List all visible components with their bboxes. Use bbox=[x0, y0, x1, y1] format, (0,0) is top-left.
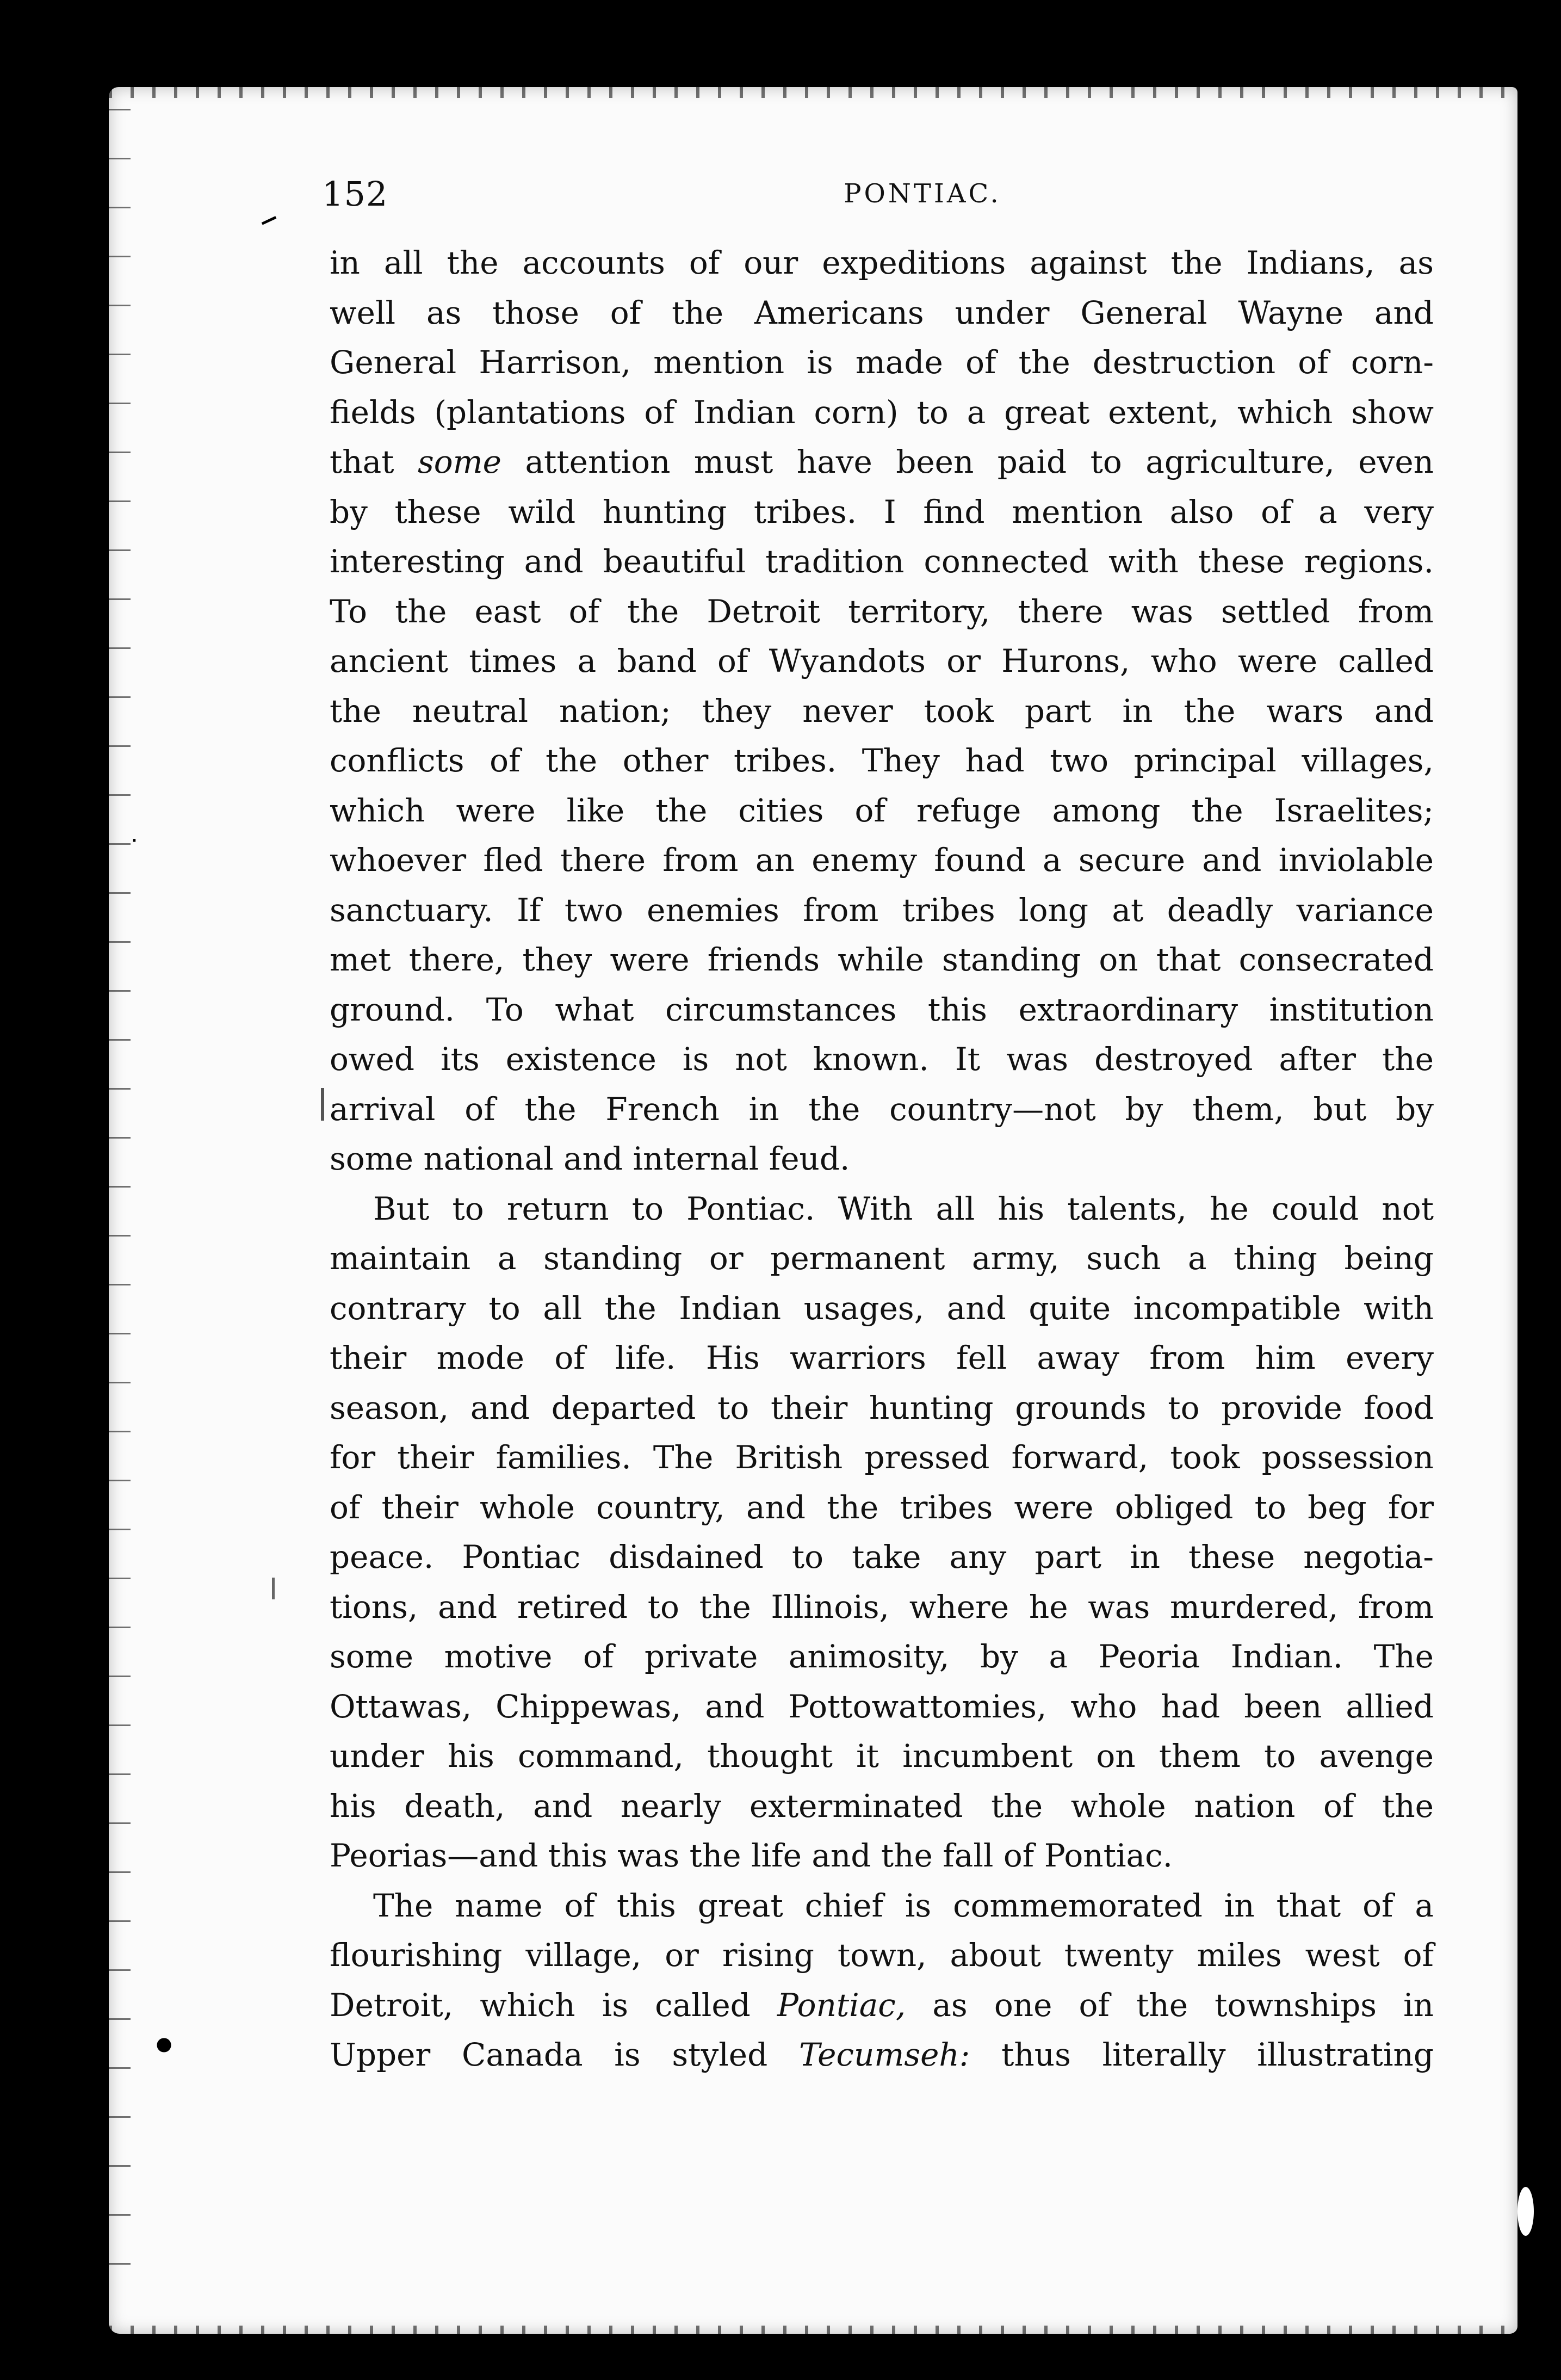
margin-scratch bbox=[321, 1088, 324, 1121]
running-title: PONTIAC. bbox=[844, 178, 1001, 209]
text-line: by these wild hunting tribes. I find mention also of a very bbox=[330, 493, 1434, 530]
text-line: well as those of the Americans under General Wayne and bbox=[330, 294, 1434, 331]
text-line: To the east of the Detroit territory, there was settled from bbox=[330, 592, 1434, 630]
italic-text: some bbox=[418, 443, 502, 480]
text-line bbox=[330, 1981, 1434, 2031]
margin-pencil-mark: – bbox=[250, 194, 286, 243]
text-line: met there, they were friends while standing on that consecrated bbox=[330, 941, 1434, 978]
text-line: their mode of life. His warriors fell away from him every bbox=[330, 1339, 1434, 1376]
text-line bbox=[330, 437, 1434, 487]
text-line bbox=[330, 2030, 1434, 2080]
page-gutter-marks bbox=[109, 109, 131, 2285]
page-top-edge bbox=[109, 82, 1517, 98]
text-line: in all the accounts of our expeditions against the Indians, as bbox=[330, 244, 1434, 281]
page-number: 152 bbox=[322, 174, 388, 214]
text-line: General Harrison, mention is made of the destruction of corn- bbox=[330, 344, 1434, 381]
italic-text: Tecumseh: bbox=[798, 2036, 970, 2073]
text-line: some national and internal feud. bbox=[330, 1140, 850, 1177]
text-span: Detroit, which is called bbox=[330, 1986, 777, 2024]
text-line: ground. To what circumstances this extraordinary institution bbox=[330, 991, 1434, 1028]
text-line: arrival of the French in the country—not by them, but by bbox=[330, 1090, 1434, 1128]
text-line: of their whole country, and the tribes were obliged to beg for bbox=[330, 1488, 1434, 1526]
text-line: interesting and beautiful tradition connected with these regions. bbox=[330, 543, 1434, 580]
text-line: season, and departed to their hunting grounds to provide food bbox=[330, 1389, 1434, 1426]
page-content bbox=[322, 174, 1434, 2080]
text-line: fields (plantations of Indian corn) to a great extent, which show bbox=[330, 393, 1434, 431]
margin-ink-blot: • bbox=[150, 2018, 179, 2075]
text-line: tions, and retired to the Illinois, where he was murdered, from bbox=[330, 1588, 1434, 1625]
running-head bbox=[322, 174, 1434, 228]
text-line: ancient times a band of Wyandots or Hurons, who were called bbox=[330, 642, 1434, 679]
text-line: conflicts of the other tribes. They had two principal villages, bbox=[330, 742, 1434, 779]
text-span: as one of the townships in bbox=[906, 1986, 1434, 2024]
text-line: sanctuary. If two enemies from tribes long at deadly variance bbox=[330, 891, 1434, 929]
text-line: But to return to Pontiac. With all his talents, he could not bbox=[373, 1190, 1434, 1227]
text-line: owed its existence is not known. It was destroyed after the bbox=[330, 1041, 1434, 1078]
text-span: thus literally illustrating bbox=[970, 2036, 1434, 2073]
body-text bbox=[330, 238, 1434, 2080]
text-line: Peorias—and this was the life and the fall of Pontiac. bbox=[330, 1837, 1173, 1874]
text-line: under his command, thought it incumbent on them to avenge bbox=[330, 1738, 1434, 1775]
text-line: flourishing village, or rising town, about twenty miles west of bbox=[330, 1937, 1434, 1974]
text-line: peace. Pontiac disdained to take any part in these negotia- bbox=[330, 1538, 1434, 1575]
text-line: some motive of private animosity, by a Peoria Indian. The bbox=[330, 1638, 1434, 1675]
text-line: The name of this great chief is commemorated in that of a bbox=[373, 1887, 1434, 1924]
text-line: maintain a standing or permanent army, such a thing being bbox=[330, 1240, 1434, 1277]
text-line: whoever fled there from an enemy found a secure and inviolable bbox=[330, 842, 1434, 879]
margin-ink-speck: · bbox=[131, 827, 138, 855]
text-line: which were like the cities of refuge among the Israelites; bbox=[330, 792, 1434, 829]
text-span: attention must have been paid to agriculture, even bbox=[501, 443, 1434, 480]
page-edge-hole bbox=[1517, 2187, 1534, 2236]
text-line: for their families. The British pressed forward, took possession bbox=[330, 1439, 1434, 1476]
text-line: the neutral nation; they never took part in the wars and bbox=[330, 692, 1434, 730]
margin-scratch bbox=[272, 1578, 275, 1599]
text-line: contrary to all the Indian usages, and quite incompatible with bbox=[330, 1289, 1434, 1327]
page-bottom-edge bbox=[109, 2326, 1517, 2342]
text-span: that bbox=[330, 443, 418, 480]
text-line: Ottawas, Chippewas, and Pottowattomies, who had been allied bbox=[330, 1687, 1434, 1725]
text-span: Upper Canada is styled bbox=[330, 2036, 799, 2073]
italic-text: Pontiac, bbox=[777, 1986, 906, 2024]
text-line: his death, and nearly exterminated the whole nation of the bbox=[330, 1787, 1434, 1825]
